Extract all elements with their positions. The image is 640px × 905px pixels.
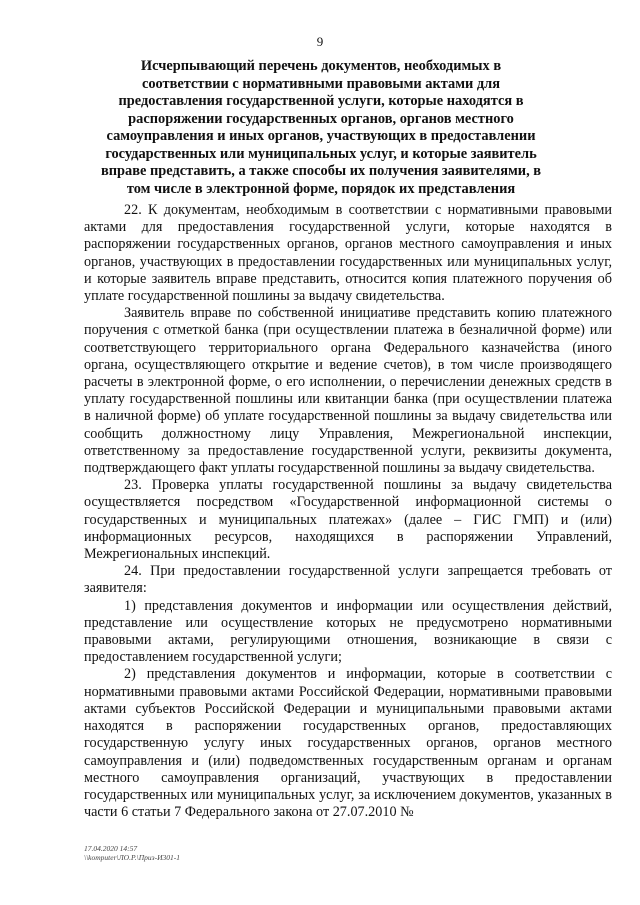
document-footer — [84, 844, 180, 862]
paragraph-23: 23. Проверка уплаты государственной пошлины за выдачу свидетельства осуществляется посредством «Государственной информационной системы о государственных и муниципальных платежах» (далее – ГИС ГМП) и (или) информационных ресурсов, находящихся в распоряжении Управлений, Межрегиональных инспекций. — [84, 477, 612, 563]
page-number: 9 — [316, 34, 324, 49]
paragraph-24: 24. При предоставлении государственной услуги запрещается требовать от заявителя: — [84, 563, 612, 597]
document-body — [84, 202, 612, 821]
paragraph-24-item-1: 1) представления документов и информации или осуществления действий, представление или осуществление которых не предусмотрено нормативными правовыми актами, регулирующими отношения, возникающие в связи с предоставлением государственной услуги; — [84, 597, 612, 666]
paragraph-22: 22. К документам, необходимым в соответствии с нормативными правовыми актами для предоставления государственной услуги, которые находятся в распоряжении государственных органов, органов местного самоуправления и иных органов, участвующих в предоставлении государственных или муниципальных услуг, и которые заявитель вправе представить, относится копия платежного поручения об уплате государственной пошлины за выдачу свидетельства. — [84, 202, 612, 305]
paragraph-24-item-2: 2) представления документов и информации, которые в соответствии с нормативными правовыми актами Российской Федерации, нормативными правовыми актами субъектов Российской Федерации и муниципальными правовыми актами находятся в распоряжении государственных органов, предоставляющих государственную услугу иных государственных органов, органов местного самоуправления и (или) подведомственных государственным органам и органам местного самоуправления организаций, участвующих в предоставлении государственных или муниципальных услуг, за исключением документов, указанных в части 6 статьи 7 Федерального закона от 27.07.2010 № — [84, 666, 612, 821]
paragraph-applicant-right: Заявитель вправе по собственной инициативе представить копию платежного поручения с отметкой банка (при осуществлении платежа в безналичной форме) или соответствующего территориального органа Федерального казначейства (иного органа, осуществляющего открытие и ведение счетов), в том числе производящего расчеты в электронной форме, о его исполнении, о перечислении денежных средств в уплату государственной пошлины или квитанции банка (при осуществлении платежа в наличной форме) об уплате государственной пошлины за выдачу свидетельства или сообщить должностному лицу Управления, Межрегиональной инспекции, ответственному за предоставление государственной услуги, реквизиты документа, подтверждающего факт уплаты государственной пошлины за выдачу свидетельства. — [84, 305, 612, 477]
footer-date: 17.04.2020 14:57 — [84, 844, 138, 853]
section-heading: Исчерпывающий перечень документов, необходимых в соответствии с нормативными правовыми актами для предоставления государственной услуги, которые находятся в распоряжении государственных органов, органов местного самоуправления и иных органов, участвующих в предоставлении государственных или муниципальных услуг, и которые заявитель вправе представить, а также способы их получения заявителями, в том числе в электронной форме, порядок их представления — [100, 58, 542, 197]
footer-file-path: \\komputer\ЛО.Р.\Приз-И301-1 — [84, 853, 180, 862]
